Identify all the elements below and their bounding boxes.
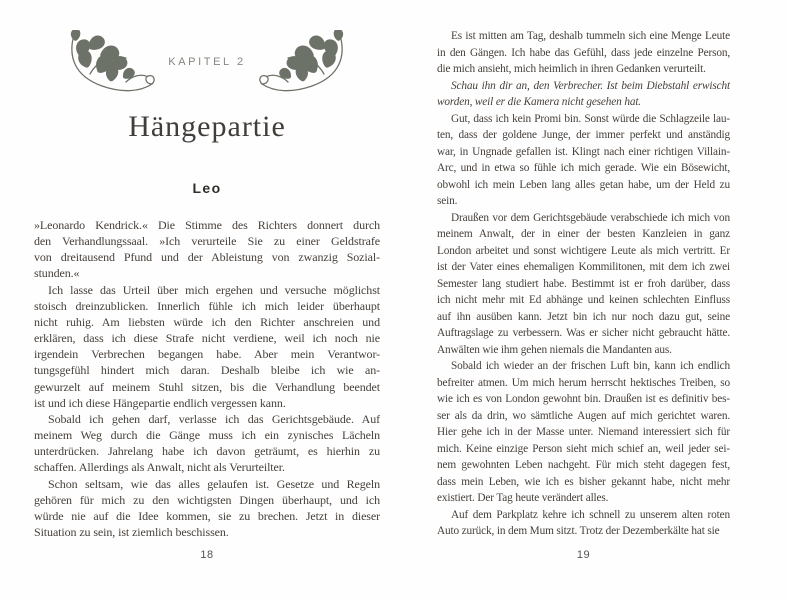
text-line: obwohl ich mein Leben lang alles getan habe, um der Held zu <box>437 178 730 191</box>
text-line: Sobald ich wieder an der frischen Luft bin, kann ich endlich <box>451 360 730 372</box>
chapter-number-label: KAPITEL 2 <box>168 56 246 68</box>
paragraph <box>437 507 730 540</box>
text-line: Semester lang studiert habe. Bestimmt ist er froh darüber, dass <box>437 277 730 290</box>
text-line: ser als da drin, wo sämtliche Augen auf mich gerichtet waren. <box>437 409 730 422</box>
text-line: meinem Weg durch die Gänge muss ich ein zynisches Lächeln <box>34 428 380 443</box>
text-line: gehören für mich zu den wichtigsten Dingen überhaupt, und ich <box>34 492 380 507</box>
text-line: irgendein Verbrechen begangen habe. Aber mein Verantwor- <box>34 347 380 362</box>
text-line: befreiter atmen. Um mich herum herrscht hektisches Treiben, so <box>437 376 730 389</box>
paragraph <box>437 210 730 359</box>
text-line: schaffen. Allerdings als Anwalt, nicht als Verurteilter. <box>34 460 285 475</box>
text-line: Auf dem Parkplatz kehre ich schnell zu unserem alten roten <box>451 508 730 521</box>
text-line: würde nie auf die Idee kommen, sie zu brechen. Jetzt in dieser <box>34 508 380 523</box>
text-line: erklären, dass ich diese Strafe nicht verdiene, weil ich noch nie <box>34 331 380 346</box>
text-line: Hier gehe ich in der Masse unter. Niemand interessiert sich für <box>437 426 730 438</box>
chapter-header <box>34 30 380 100</box>
text-line: ist und ich diese Hängepartie endlich vergessen kann. <box>34 395 286 410</box>
text-line: stoisch dreinzublicken. Innerlich fühle ich mich leider überhaupt <box>34 298 380 313</box>
text-line: Draußen vor dem Gerichtsgebäude verabschiede ich mich von <box>451 211 730 224</box>
text-line: dass mein Leben, wie ich es bisher gekannt habe, nicht mehr <box>437 475 730 488</box>
text-line: Auto zurück, in dem Mum sitzt. Trotz der Dezemberkälte hat sie <box>437 525 720 537</box>
page-right <box>437 0 730 600</box>
text-line: Sobald ich gehen darf, verlasse ich das Gerichtsgebäude. Auf <box>48 411 380 426</box>
text-line: gewurzelt auf meinem Stuhl sitzen, bis die Verhandlung beendet <box>34 379 380 394</box>
text-line: wie ich es von London gewohnt bin. Draußen ist es definitiv bes- <box>437 393 730 405</box>
text-line: sein. <box>437 195 458 207</box>
paragraph <box>437 28 730 78</box>
text-line: nem gewohnten Leben nachgeht. Für mich steht dagegen fest, <box>437 459 730 471</box>
page-number-left: 18 <box>200 549 214 561</box>
text-line: tungsgefühl hindert mich daran. Deshalb bleibe ich wie an- <box>34 363 380 378</box>
leaf-ornament-icon <box>64 30 158 100</box>
text-line: unterdrücken. Jahrelang habe ich davon geträumt, es hierhin zu <box>34 444 380 459</box>
text-line: Ich lasse das Urteil über mich ergehen und versuche möglichst <box>48 282 380 297</box>
text-line: mich. Keine einzige Person sieht mich schief an, weil jeder sei- <box>437 442 730 455</box>
text-line: Arc, und in etwa so fühle ich mich gerade. Wie ein Bösewicht, <box>437 162 730 174</box>
text-line: auf ihn ausüben kann. Jetzt bin ich nur noch dazu gut, seine <box>437 310 730 323</box>
text-line: Schon seltsam, wie das alles gelaufen ist. Gesetze und Regeln <box>48 476 380 491</box>
text-line: ten, dass der goldene Junge, der immer perfekt und anständig <box>437 129 730 141</box>
text-line: worden, weil er die Kamera nicht gesehen hat. <box>437 96 641 108</box>
paragraph <box>437 78 730 111</box>
text-line: war, in Ungnade gefallen ist. Klingt nach einer richtigen Villain- <box>437 145 730 158</box>
text-line: Anwälten wie ihm gehen niemals die Mandanten aus. <box>437 343 672 356</box>
page-number-right: 19 <box>576 549 591 561</box>
text-line: Gut, dass ich kein Promi bin. Sonst würde die Schlagzeile lau- <box>451 112 730 125</box>
text-line: Situation zu sein, ist ziemlich beschissen. <box>34 524 229 539</box>
page-left <box>34 0 380 600</box>
text-line: in den Gängen. Ich habe das Gefühl, dass jede einzelne Person, <box>437 46 730 59</box>
text-line: Auftragslage zu verbessern. Was er sicher nicht gebraucht hätte. <box>437 327 730 339</box>
text-line: stunden.« <box>34 266 80 281</box>
text-line: die mich ansieht, mich heimlich in ihren Gedanken verurteilt. <box>437 63 706 75</box>
paragraph <box>34 282 380 411</box>
left-page-body-text <box>34 217 380 540</box>
text-line: London arbeitet und sonst wichtigere Leute als mich vertritt. Er <box>437 244 730 257</box>
text-line: ich nicht mehr mit Ed abhänge und keinen schlechten Einfluss <box>437 294 730 306</box>
leaf-ornament-icon <box>256 30 350 100</box>
chapter-title: Hängepartie <box>128 110 286 143</box>
paragraph <box>437 358 730 507</box>
paragraph <box>34 476 380 541</box>
text-line: den Verhandlungssaal. »Ich verurteile Sie zu einer Geldstrafe <box>34 234 380 249</box>
chapter-subtitle: Leo <box>192 180 222 196</box>
right-page-body-text <box>437 28 730 540</box>
text-line: existiert. Der Tag heute verändert alles. <box>437 492 609 504</box>
text-line: meinem Anwalt, der in einer der besten Kanzleien in ganz <box>437 228 730 240</box>
paragraph <box>437 111 730 210</box>
text-line: ist der Vater eines ehemaligen Kommilitonen, mit dem ich zwei <box>437 261 730 273</box>
paragraph <box>34 217 380 282</box>
text-line: von dreitausend Pfund und der Ableistung von zwanzig Sozial- <box>34 250 380 265</box>
text-line: »Leonardo Kendrick.« Die Stimme des Richters donnert durch <box>34 218 380 232</box>
text-line: Es ist mitten am Tag, deshalb tummeln sich eine Menge Leute <box>451 30 730 42</box>
text-line: nicht ruhig. Am liebsten würde ich den Richter anschreien und <box>34 314 380 329</box>
paragraph <box>34 411 380 476</box>
text-line: Schau ihn dir an, den Verbrecher. Ist beim Diebstahl erwischt <box>451 79 730 92</box>
